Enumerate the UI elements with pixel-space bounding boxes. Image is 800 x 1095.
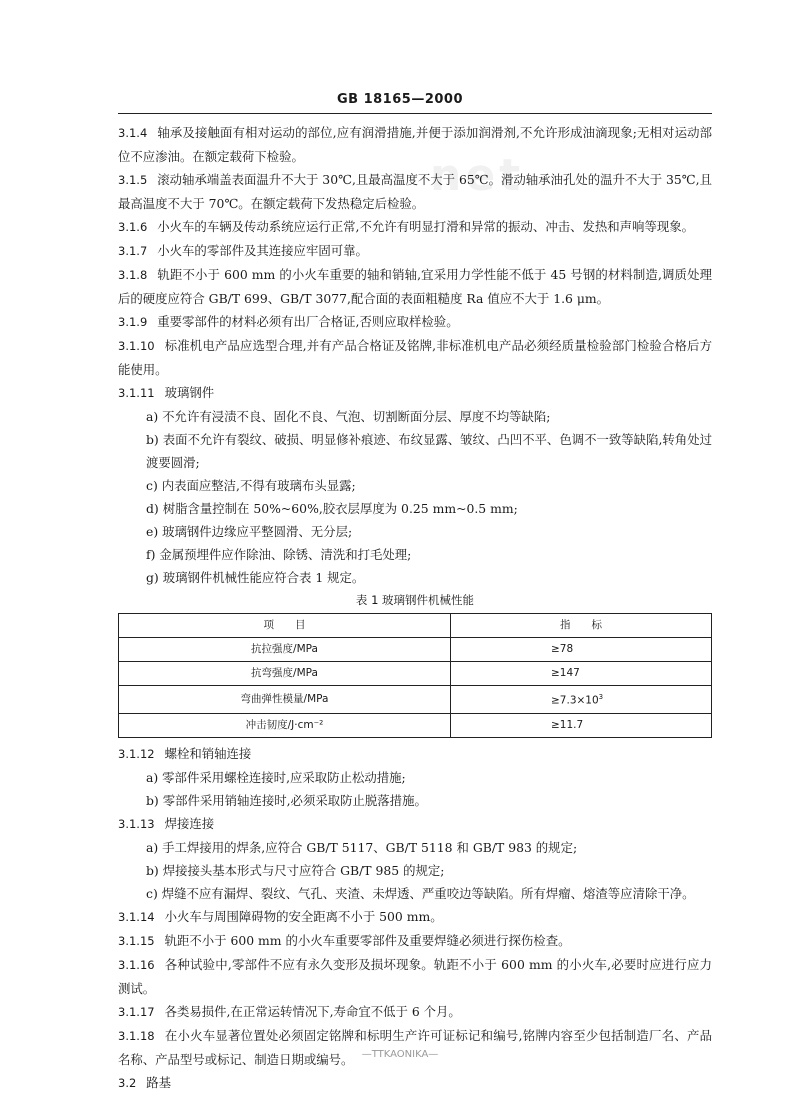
- section-3-1-11-title: 3.1.11 玻璃钢件: [118, 385, 215, 400]
- section-3-1-5: 3.1.5 滚动轴承端盖表面温升不大于 30℃,且最高温度不大于 65℃。滑动轴承油孔处的温升不大于 35℃,且最高温度不大于 70℃。在额定载荷下发热稳定后检验。: [118, 172, 712, 211]
- table-cell-item: 抗弯强度/MPa: [119, 662, 451, 686]
- header-rule: [118, 113, 712, 114]
- table-cell-value: ≥147: [451, 662, 712, 686]
- table-row: [119, 662, 712, 686]
- standard-header: GB 18165—2000: [336, 92, 463, 107]
- glass-item-e: e) 玻璃钢件边缘应平整圆滑、无分层;: [146, 524, 353, 539]
- table-header-row: [119, 614, 712, 638]
- glass-item-f: f) 金属预埋件应作除油、除锈、清洗和打毛处理;: [146, 547, 412, 562]
- table-header-value: 指 标: [451, 614, 712, 638]
- section-3-1-8: 3.1.8 轨距不小于 600 mm 的小火车重要的轴和销轴,宜采用力学性能不低于 45 号钢的材料制造,调质处理后的硬度应符合 GB/T 699、GB/T 3077,配合面的表面粗糙度 Ra 值应不大于 1.6 μm。: [118, 267, 712, 306]
- section-3-1-16: 3.1.16 各种试验中,零部件不应有永久变形及损坏现象。轨距不小于 600 mm 的小火车,必要时应进行应力测试。: [118, 956, 712, 996]
- weld-item-b: b) 焊接接头基本形式与尺寸应符合 GB/T 985 的规定;: [146, 862, 445, 878]
- table-cell-value: ≥11.7: [451, 713, 712, 737]
- section-3-1-7: 3.1.7 小火车的零部件及其连接应牢固可靠。: [118, 243, 368, 258]
- section-3-1-13-title: 3.1.13 焊接连接: [118, 815, 215, 831]
- table-cell-item: 冲击韧度/J·cm⁻²: [119, 713, 451, 737]
- table-row: [119, 713, 712, 737]
- table-cell-value: ≥78: [451, 638, 712, 662]
- table-caption: 表 1 玻璃钢件机械性能: [355, 593, 475, 607]
- weld-item-a: a) 手工焊接用的焊条,应符合 GB/T 5117、GB/T 5118 和 GB/T 983 的规定;: [146, 839, 578, 855]
- glass-item-a: a) 不允许有浸渍不良、固化不良、气泡、切割断面分层、厚度不均等缺陷;: [146, 409, 551, 424]
- glass-item-d: d) 树脂含量控制在 50%~60%,胶衣层厚度为 0.25 mm~0.5 mm;: [146, 501, 518, 516]
- document-body: [118, 121, 712, 1095]
- table-row: [119, 686, 712, 714]
- section-3-1-10: 3.1.10 标准机电产品应选型合理,并有产品合格证及铭牌,非标准机电产品必须经质量检验部门检验合格后方能使用。: [118, 338, 712, 377]
- section-3-1-12-title: 3.1.12 螺栓和销轴连接: [118, 745, 252, 761]
- table-row: [119, 638, 712, 662]
- exponent: 3: [598, 693, 604, 701]
- section-3-1-14: 3.1.14 小火车与周围障碍物的安全距离不小于 500 mm。: [118, 908, 443, 924]
- section-3-1-6: 3.1.6 小火车的车辆及传动系统应运行正常,不允许有明显打滑和异常的振动、冲击、发热和声响等现象。: [118, 219, 695, 234]
- bolt-item-b: b) 零部件采用销轴连接时,必须采取防止脱落措施。: [146, 792, 427, 808]
- bolt-item-a: a) 零部件采用螺栓连接时,应采取防止松动措施;: [146, 769, 406, 785]
- weld-item-c: c) 焊缝不应有漏焊、裂纹、气孔、夹渣、未焊透、严重咬边等缺陷。所有焊瘤、熔渣等应清除干净。: [146, 885, 695, 901]
- section-3-1-9: 3.1.9 重要零部件的材料必须有出厂合格证,否则应取样检验。: [118, 314, 459, 329]
- table-header-item: 项 目: [119, 614, 451, 638]
- section-3-2: 3.2 路基: [118, 1074, 172, 1090]
- section-3-1-18: 3.1.18 在小火车显著位置处必须固定铭牌和标明生产许可证标记和编号,铭牌内容至少包括制造厂名、产品名称、产品型号或标记、制造日期或编号。: [118, 1027, 712, 1067]
- page-footer: —TTKAONIKA—: [361, 1049, 439, 1060]
- table-cell-value: $\ge 7.3\times 10^3$: [451, 686, 712, 714]
- glass-item-c: c) 内表面应整洁,不得有玻璃布头显露;: [146, 478, 356, 493]
- properties-table: [118, 613, 712, 738]
- glass-item-b: b) 表面不允许有裂纹、破损、明显修补痕迹、布纹显露、皱纹、凸凹不平、色调不一致等缺陷,转角处过渡要圆滑;: [146, 432, 712, 470]
- section-3-1-4: 3.1.4 轴承及接触面有相对运动的部位,应有润滑措施,并便于添加润滑剂,不允许形成油滴现象;无相对运动部位不应渗油。在额定载荷下检验。: [118, 125, 712, 164]
- section-3-1-17: 3.1.17 各类易损件,在正常运转情况下,寿命宜不低于 6 个月。: [118, 1003, 461, 1019]
- section-3-1-15: 3.1.15 轨距不小于 600 mm 的小火车重要零部件及重要焊缝必须进行探伤检查。: [118, 932, 571, 948]
- table-cell-item: 弯曲弹性模量/MPa: [119, 686, 451, 714]
- watermark: net: [430, 150, 525, 201]
- glass-item-g: g) 玻璃钢件机械性能应符合表 1 规定。: [146, 570, 365, 585]
- table-cell-item: 抗拉强度/MPa: [119, 638, 451, 662]
